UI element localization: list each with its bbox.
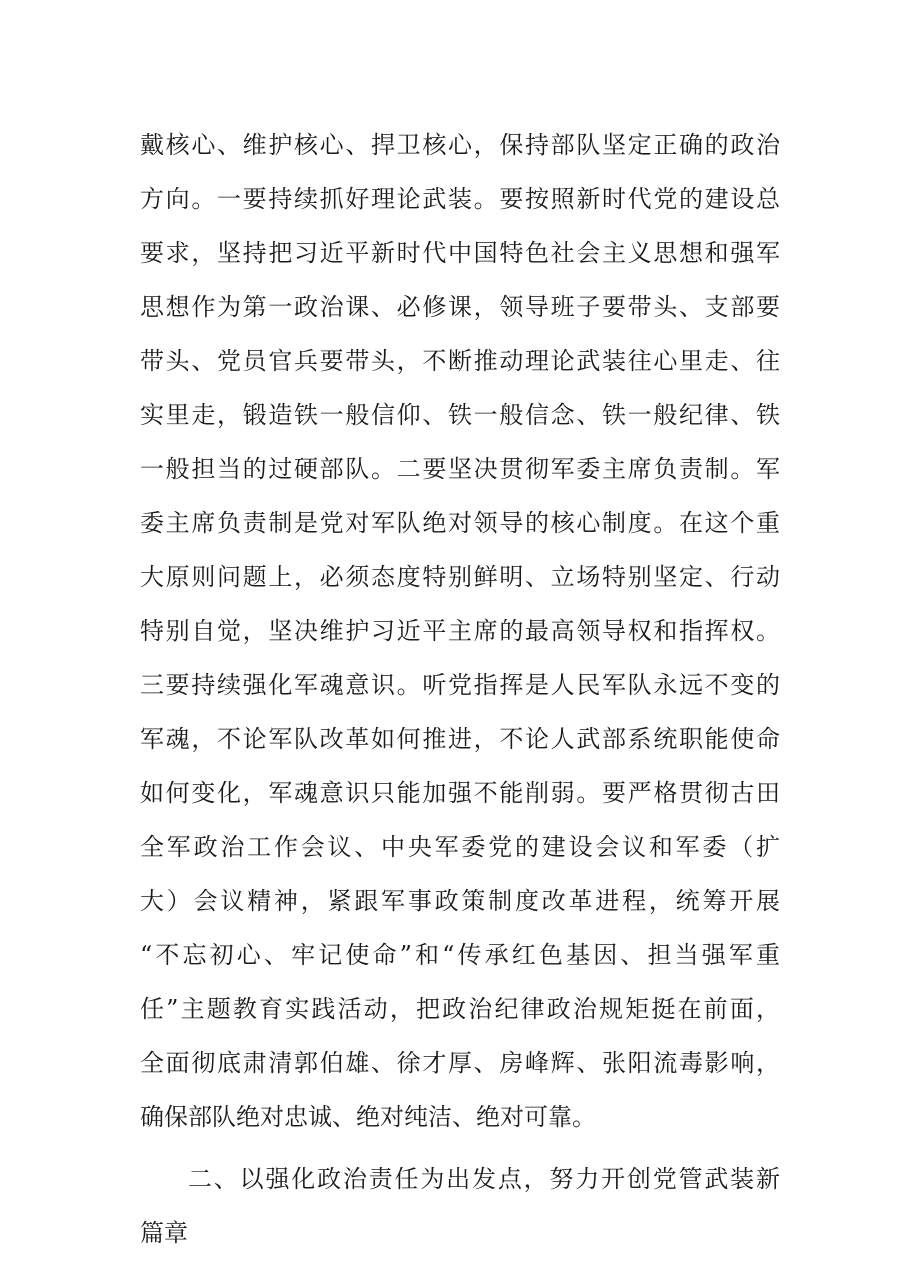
paragraph-line: 委主席负责制是党对军队绝对领导的核心制度。在这个重	[140, 509, 780, 537]
paragraph-spacer	[140, 1144, 780, 1152]
paragraph-line: 带头、党员官兵要带头，不断推动理论武装往心里走、往	[140, 347, 780, 375]
paragraph-line: 思想作为第一政治课、必修课，领导班子要带头、支部要	[140, 293, 780, 321]
section-heading-line: 二、以强化政治责任为出发点，努力开创党管武装新	[188, 1165, 780, 1193]
paragraph-line: “不忘初心、牢记使命”和“传承红色基因、担当强军重	[140, 941, 780, 969]
paragraph-line: 军魂，不论军队改革如何推进，不论人武部系统职能使命	[140, 725, 780, 753]
paragraph-line: 如何变化，军魂意识只能加强不能削弱。要严格贯彻古田	[140, 779, 780, 807]
section-heading-line: 篇章	[140, 1219, 188, 1247]
paragraph-line: 全军政治工作会议、中央军委党的建设会议和军委（扩	[140, 833, 780, 861]
paragraph-line: 一般担当的过硬部队。二要坚决贯彻军委主席负责制。军	[140, 455, 780, 483]
paragraph-line: 三要持续强化军魂意识。听党指挥是人民军队永远不变的	[140, 671, 780, 699]
paragraph-line: 特别自觉，坚决维护习近平主席的最高领导权和指挥权。	[140, 617, 780, 645]
paragraph-line: 全面彻底肃清郭伯雄、徐才厚、房峰辉、张阳流毒影响，	[140, 1049, 780, 1077]
paragraph-line: 确保部队绝对忠诚、绝对纯洁、绝对可靠。	[140, 1103, 596, 1131]
paragraph-line: 要求，坚持把习近平新时代中国特色社会主义思想和强军	[140, 239, 780, 267]
paragraph-line: 任”主题教育实践活动，把政治纪律政治规矩挺在前面，	[140, 995, 780, 1023]
paragraph-line: 大）会议精神，紧跟军事政策制度改革进程，统筹开展	[140, 887, 780, 915]
paragraph-line: 戴核心、维护核心、捍卫核心，保持部队坚定正确的政治	[140, 131, 780, 159]
document-body	[140, 118, 780, 1260]
paragraph-line: 实里走，锻造铁一般信仰、铁一般信念、铁一般纪律、铁	[140, 401, 780, 429]
paragraph-line: 大原则问题上，必须态度特别鲜明、立场特别坚定、行动	[140, 563, 780, 591]
paragraph-line: 方向。一要持续抓好理论武装。要按照新时代党的建设总	[140, 185, 780, 213]
